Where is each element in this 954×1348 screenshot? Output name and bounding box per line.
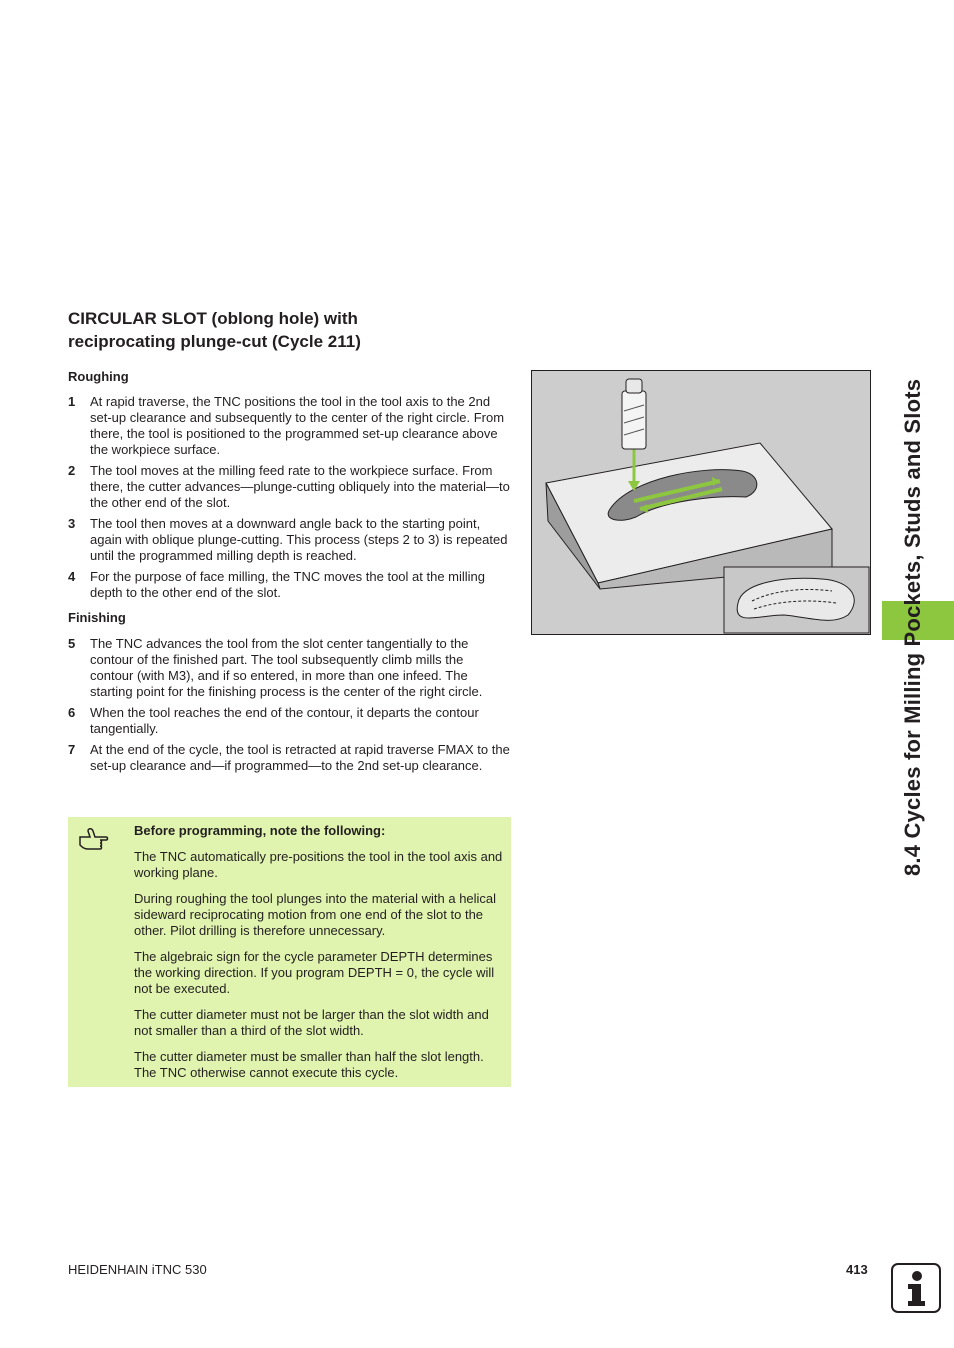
note-paragraph: The cutter diameter must be smaller than half the slot length. The TNC otherwise cannot execute this cycle.	[134, 1049, 484, 1080]
footer-product: HEIDENHAIN iTNC 530	[68, 1262, 207, 1277]
step-number: 3	[68, 516, 76, 531]
step-number: 1	[68, 394, 76, 409]
roughing-steps	[68, 394, 510, 606]
page-number: 413	[846, 1262, 868, 1277]
note-paragraph: During roughing the tool plunges into the material with a helical sideward reciprocating motion from one end of the slot to the other. Pilot drilling is therefore unnecessary.	[134, 891, 497, 938]
roughing-step	[68, 569, 510, 601]
slot-milling-illustration	[531, 370, 871, 635]
step-text: At rapid traverse, the TNC positions the tool in the tool axis to the 2nd set-up clearance and subsequently to the center of the right circle. From there, the tool is positioned to the programmed set-up clearance above the workpiece surface.	[90, 394, 505, 457]
step-text: When the tool reaches the end of the contour, it departs the contour tangentially.	[90, 705, 479, 736]
info-glyph	[893, 1265, 939, 1311]
roughing-heading: Roughing	[68, 369, 129, 384]
slot-diagram	[532, 371, 870, 634]
section-title-line-2: reciprocating plunge-cut (Cycle 211)	[68, 332, 361, 351]
roughing-step	[68, 516, 510, 564]
step-number: 7	[68, 742, 76, 757]
info-stem	[908, 1284, 925, 1306]
programming-note	[68, 817, 511, 1087]
section-title	[68, 307, 488, 353]
chapter-side-title: 8.4 Cycles for Milling Pockets, Studs and Slots	[900, 378, 925, 876]
cutter-shank	[626, 379, 642, 393]
step-text: At the end of the cycle, the tool is retracted at rapid traverse FMAX to the set-up clearance and—if programmed—to the 2nd set-up clearance.	[90, 742, 510, 773]
step-number: 4	[68, 569, 76, 584]
info-icon	[891, 1263, 941, 1313]
finishing-steps	[68, 636, 510, 779]
step-number: 5	[68, 636, 76, 651]
finishing-step	[68, 636, 510, 700]
roughing-step	[68, 394, 510, 458]
note-paragraph: The algebraic sign for the cycle parameter DEPTH determines the working direction. If you program DEPTH = 0, the cycle will not be executed.	[134, 949, 495, 996]
finishing-step	[68, 742, 510, 774]
step-text: The TNC advances the tool from the slot center tangentially to the contour of the finished part. The tool subsequently climb mills the contour (with M3), and if so entered, in more than one infeed. The starting point for the finishing process is the center of the right circle.	[90, 636, 483, 699]
finishing-step	[68, 705, 510, 737]
hand-outline	[80, 829, 108, 849]
step-text: For the purpose of face milling, the TNC moves the tool at the milling depth to the other end of the slot.	[90, 569, 486, 600]
step-text: The tool then moves at a downward angle back to the starting point, again with oblique plunge-cutting. This process (steps 2 to 3) is repeated until the programmed milling depth is reached.	[90, 516, 508, 563]
note-paragraph: The TNC automatically pre-positions the tool in the tool axis and working plane.	[134, 849, 503, 880]
step-text: The tool moves at the milling feed rate to the workpiece surface. From there, the cutter advances—plunge-cutting obliquely into the material—to the other end of the slot.	[90, 463, 510, 510]
info-dot	[912, 1271, 922, 1281]
roughing-step	[68, 463, 510, 511]
step-number: 2	[68, 463, 76, 478]
note-heading: Before programming, note the following:	[134, 823, 386, 838]
pointing-hand-icon	[78, 825, 110, 853]
section-title-line-1: CIRCULAR SLOT (oblong hole) with	[68, 309, 358, 328]
note-paragraph: The cutter diameter must not be larger than the slot width and not smaller than a third of the slot width.	[134, 1007, 489, 1038]
finishing-heading: Finishing	[68, 610, 126, 625]
step-number: 6	[68, 705, 76, 720]
